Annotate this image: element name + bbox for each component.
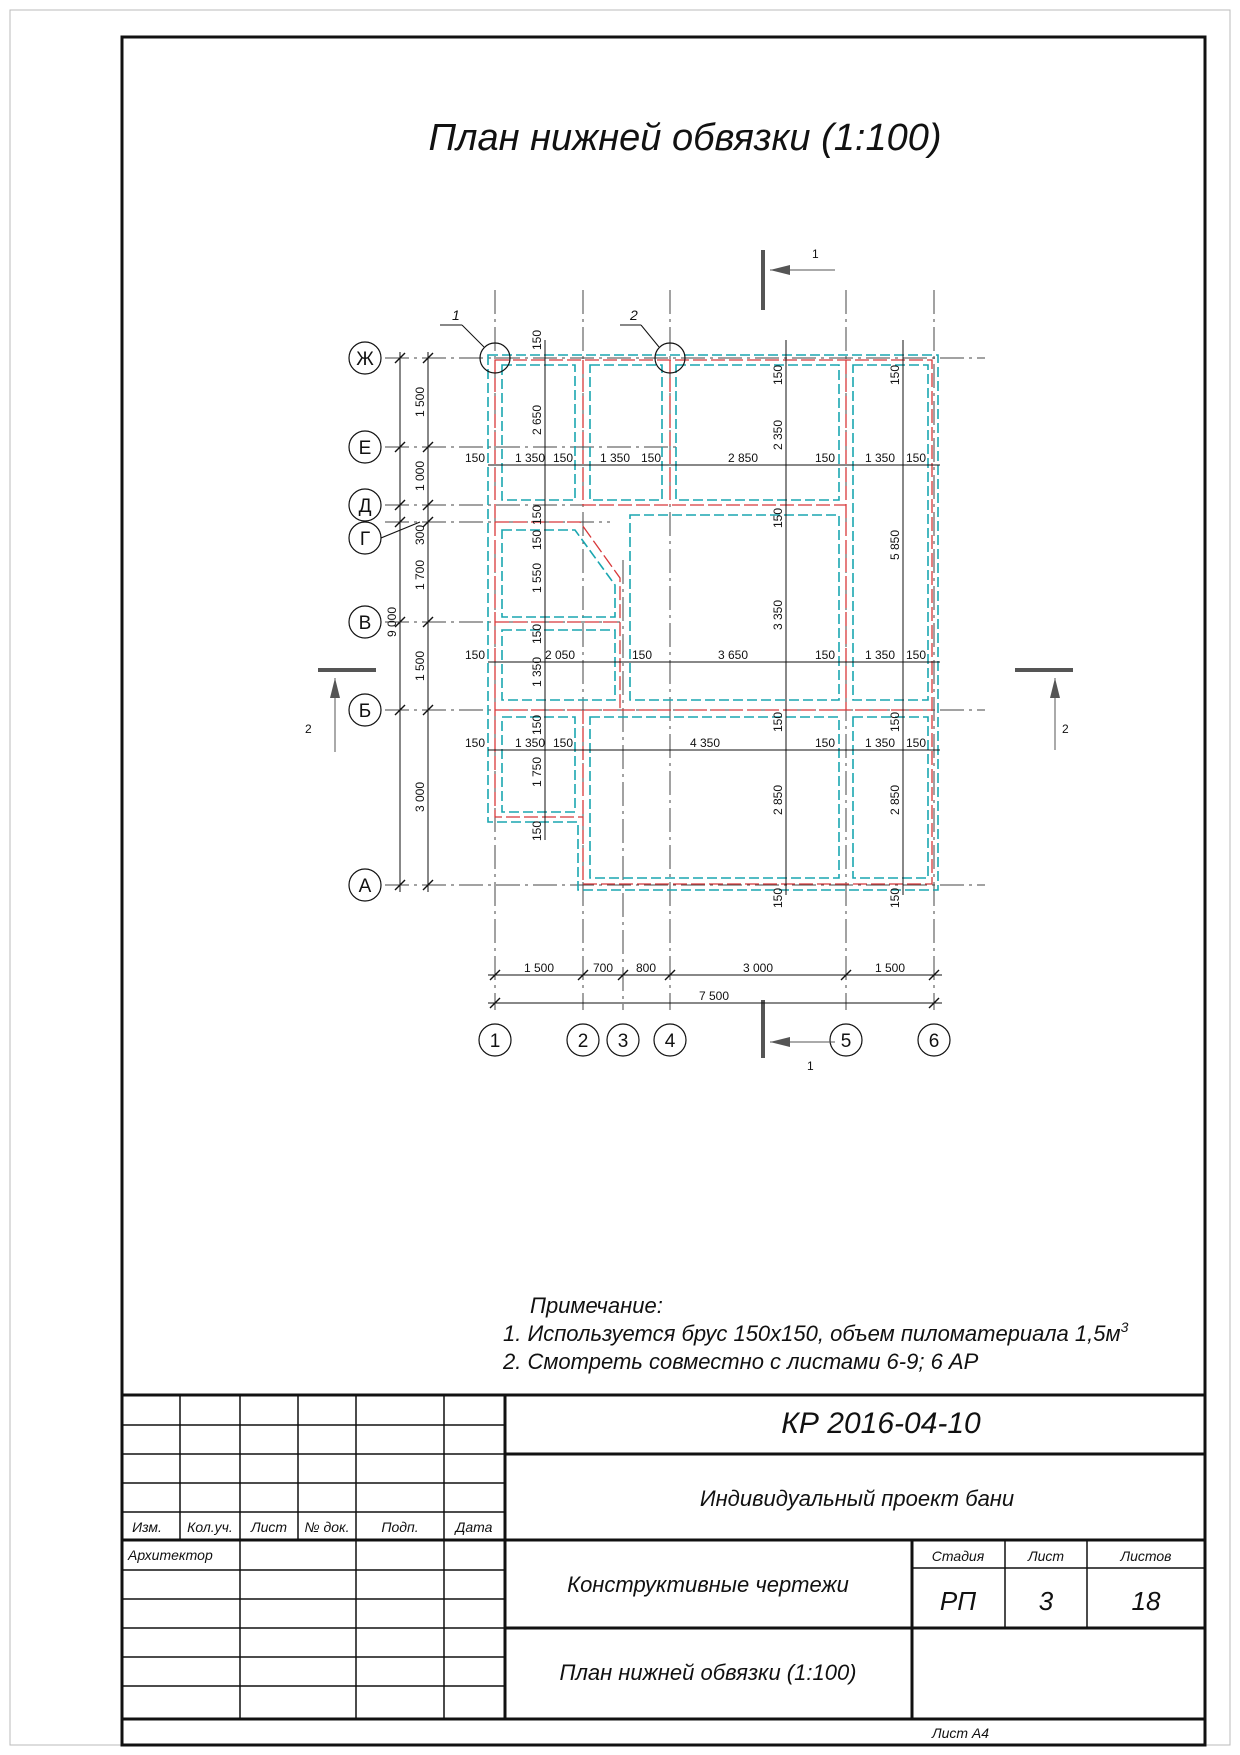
stamp-project: Индивидуальный проект бани [699, 1486, 1015, 1511]
axis-row-a: А [358, 876, 372, 897]
dims-col-a [530, 330, 544, 841]
svg-text:150: 150 [530, 529, 544, 551]
svg-text:150: 150 [905, 451, 927, 465]
svg-text:3 000: 3 000 [742, 961, 774, 975]
callout-1 [440, 307, 510, 373]
svg-text:1 350: 1 350 [514, 451, 546, 465]
beam-outlines [488, 355, 938, 890]
svg-text:1 350: 1 350 [864, 648, 896, 662]
svg-text:150: 150 [530, 714, 544, 736]
svg-text:2 350: 2 350 [771, 419, 785, 451]
stage-label: Стадия [931, 1548, 985, 1564]
svg-text:800: 800 [635, 961, 657, 975]
svg-text:2: 2 [1062, 722, 1069, 736]
svg-text:150: 150 [771, 887, 785, 909]
notes-line-1: 1. Используется брус 150х150, объем пиломатериала $1,5м^3$ [503, 1319, 1129, 1346]
svg-text:2 850: 2 850 [727, 451, 759, 465]
svg-text:150: 150 [814, 451, 836, 465]
axis-col-1: 1 [489, 1031, 501, 1052]
svg-text:150: 150 [888, 711, 902, 733]
axis-col-3: 3 [617, 1031, 629, 1052]
axis-row-d: Д [358, 496, 372, 517]
svg-text:150: 150 [530, 329, 544, 351]
page-border [10, 10, 1230, 1745]
svg-text:150: 150 [640, 451, 662, 465]
hdr-data: Дата [455, 1519, 493, 1535]
axis-col-5: 5 [840, 1031, 852, 1052]
axis-row-e: Е [358, 438, 372, 459]
svg-text:150: 150 [771, 711, 785, 733]
axis-row-zh: Ж [356, 349, 374, 370]
dims-row-b [465, 736, 926, 750]
svg-text:1: 1 [452, 307, 460, 323]
notes-line-2: 2. Смотреть совместно с листами 6-9; 6 АР [503, 1349, 979, 1374]
floor-plan [305, 247, 1073, 1073]
svg-text:150: 150 [464, 648, 486, 662]
dims-bottom-labels [524, 961, 905, 1003]
svg-text:150: 150 [631, 648, 653, 662]
svg-text:150: 150 [771, 507, 785, 529]
notes-heading: Примечание: [530, 1293, 663, 1318]
svg-text:1 500: 1 500 [413, 650, 427, 682]
axis-row-b: Б [358, 701, 372, 722]
hdr-doc: № док. [304, 1519, 350, 1535]
stage-value: РП [939, 1586, 977, 1616]
svg-text:1 000: 1 000 [413, 460, 427, 492]
dim-total-height: 9 000 [385, 606, 399, 638]
hdr-list: Лист [250, 1519, 288, 1535]
axis-row-g: Г [359, 529, 371, 550]
dims-row-e [465, 451, 926, 465]
col-axes [479, 1024, 950, 1056]
svg-text:2 850: 2 850 [888, 784, 902, 816]
svg-text:3 350: 3 350 [771, 599, 785, 631]
svg-text:150: 150 [905, 736, 927, 750]
svg-text:150: 150 [530, 504, 544, 526]
dims-left-labels [385, 387, 427, 812]
svg-text:1 500: 1 500 [874, 961, 906, 975]
svg-text:150: 150 [464, 736, 486, 750]
svg-text:150: 150 [888, 364, 902, 386]
drawing-frame [122, 37, 1205, 1745]
svg-text:2 850: 2 850 [771, 784, 785, 816]
title-block-text [127, 1407, 1171, 1741]
svg-text:1: 1 [807, 1059, 814, 1073]
svg-text:1 700: 1 700 [413, 559, 427, 591]
callout-2 [620, 307, 685, 373]
axis-row-v: В [358, 613, 372, 634]
sheet-value: 3 [1038, 1586, 1054, 1616]
svg-text:150: 150 [464, 451, 486, 465]
svg-text:150: 150 [530, 623, 544, 645]
svg-text:2 050: 2 050 [544, 648, 576, 662]
col-axis-labels [490, 1031, 940, 1052]
dim-total-width: 7 500 [698, 989, 730, 1003]
sheets-label: Листов [1120, 1548, 1172, 1564]
svg-text:1 350: 1 350 [599, 451, 631, 465]
role-architect: Архитектор [128, 1547, 213, 1563]
dims-col-b [771, 365, 785, 908]
svg-text:300: 300 [413, 524, 427, 546]
svg-text:1 500: 1 500 [413, 386, 427, 418]
sheet-label: Лист [1027, 1548, 1065, 1564]
svg-text:1 350: 1 350 [864, 451, 896, 465]
drawing-title: План нижней обвязки (1:100) [428, 117, 942, 159]
axis-col-4: 4 [664, 1031, 676, 1052]
sheets-value: 18 [1131, 1586, 1161, 1616]
svg-text:1 350: 1 350 [864, 736, 896, 750]
svg-text:150: 150 [552, 451, 574, 465]
svg-text:1 500: 1 500 [523, 961, 555, 975]
svg-text:1 750: 1 750 [530, 756, 544, 788]
svg-text:1 350: 1 350 [530, 656, 544, 688]
svg-text:2: 2 [630, 307, 638, 323]
notes [502, 1293, 1129, 1374]
dims-col-c [888, 365, 902, 908]
svg-text:5 850: 5 850 [888, 529, 902, 561]
svg-text:150: 150 [771, 364, 785, 386]
svg-text:3 650: 3 650 [717, 648, 749, 662]
hdr-podp: Подп. [381, 1519, 419, 1535]
svg-text:4 350: 4 350 [689, 736, 721, 750]
svg-text:2: 2 [305, 722, 312, 736]
svg-text:150: 150 [814, 736, 836, 750]
svg-text:3 000: 3 000 [413, 781, 427, 813]
svg-text:150: 150 [814, 648, 836, 662]
svg-text:2 650: 2 650 [530, 404, 544, 436]
svg-text:1 550: 1 550 [530, 562, 544, 594]
sheet-format: Лист А4 [932, 1725, 990, 1741]
svg-text:150: 150 [530, 820, 544, 842]
stamp-code: КР 2016-04-10 [781, 1407, 981, 1440]
hdr-kol: Кол.уч. [187, 1519, 233, 1535]
svg-text:1: 1 [812, 247, 819, 261]
svg-text:150: 150 [888, 887, 902, 909]
svg-text:1 350: 1 350 [514, 736, 546, 750]
svg-text:700: 700 [592, 961, 614, 975]
svg-text:150: 150 [552, 736, 574, 750]
stamp-sheet-title: План нижней обвязки (1:100) [559, 1660, 857, 1685]
axis-col-2: 2 [577, 1031, 589, 1052]
hdr-izm: Изм. [132, 1519, 162, 1535]
svg-text:150: 150 [905, 648, 927, 662]
stamp-section: Конструктивные чертежи [567, 1572, 849, 1597]
axis-col-6: 6 [928, 1031, 940, 1052]
